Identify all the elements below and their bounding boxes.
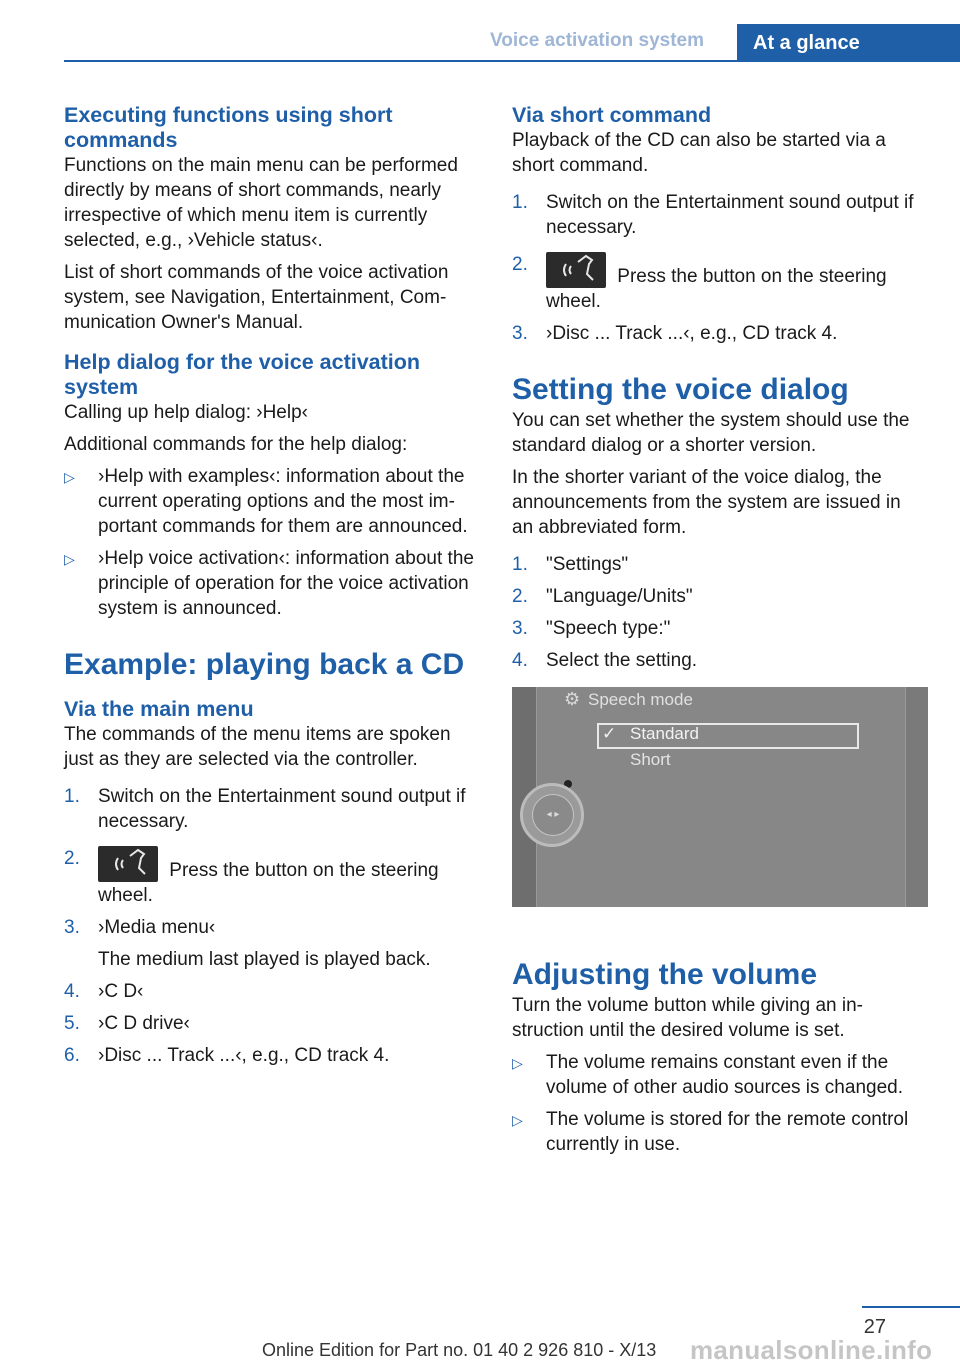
list-item: 3. "Speech type:" [512, 618, 671, 639]
voice-command-button-icon [546, 252, 606, 288]
paragraph: You can set whether the system should use the standard dialog or a shorter version. [512, 410, 910, 456]
paragraph: Calling up help dialog: ›Help‹ [64, 402, 308, 423]
header-section-title: Voice activation system [490, 30, 705, 51]
paragraph: Turn the volume button while giving an instruction until the desired volume is set. [512, 995, 863, 1041]
heading-adjusting-volume: Adjusting the volume [512, 958, 818, 991]
short-command-steps [512, 190, 926, 346]
paragraph: The commands of the menu items are spoken just as they are selected via the controller. [64, 724, 451, 770]
idrive-screen-image [512, 687, 928, 907]
paragraph: List of short commands of the voice activation system, see Navigation, Entertainment, Communication Owner's Manual. [64, 262, 449, 333]
list-item: 1. Switch on the Entertainment sound output if necessary. [64, 786, 466, 832]
list-item: 5. ›C D drive‹ [64, 1013, 190, 1034]
gear-icon: ⚙ [564, 689, 581, 709]
heading-setting-voice-dialog: Setting the voice dialog [512, 373, 849, 406]
list-item: ▷ The volume is stored for the remote control currently in use. [512, 1109, 909, 1155]
option-short: Short [630, 750, 671, 769]
footer-rule [862, 1306, 960, 1308]
list-item: 2. Press the button on the steering wheel. [64, 848, 439, 906]
list-item: 2. Press the button on the steering wheel. [512, 254, 887, 312]
paragraph: Playback of the CD can also be started via a short command. [512, 130, 886, 176]
main-menu-steps [64, 784, 482, 1068]
left-column [64, 103, 482, 1075]
bullet-triangle-icon: ▷ [64, 469, 75, 485]
heading-example-cd: Example: playing back a CD [64, 648, 465, 681]
heading-via-short-command: Via short command [512, 103, 712, 127]
list-item: 3. ›Media menu‹ The medium last played is played back. [64, 917, 431, 970]
bullet-triangle-icon: ▷ [512, 1055, 523, 1071]
list-item: ▷ ›Help with examples‹: information about the current operating options and the most important commands for them are announced. [64, 466, 468, 537]
list-item: 3. ›Disc ... Track ...‹, e.g., CD track 4. [512, 323, 838, 344]
list-item: 1. "Settings" [512, 554, 629, 575]
list-item: 4. ›C D‹ [64, 981, 144, 1002]
watermark: manualsonline.info [690, 1335, 933, 1365]
paragraph: In the shorter variant of the voice dialog, the announcements from the system are issued in an abbreviated form. [512, 467, 901, 538]
heading-via-main-menu: Via the main menu [64, 697, 254, 721]
header-rule [64, 60, 960, 62]
list-item: 1. Switch on the Entertainment sound output if necessary. [512, 192, 914, 238]
list-item: 2. "Language/Units" [512, 586, 693, 607]
option-standard: Standard [630, 724, 699, 743]
screen-title: Speech mode [588, 690, 693, 709]
right-column [512, 103, 926, 1164]
setting-steps [512, 552, 926, 673]
edition-text: Online Edition for Part no. 01 40 2 926 810 - X/13 [262, 1340, 657, 1360]
list-item: ▷ ›Help voice activation‹: information about the principle of operation for the voice activation system is announced. [64, 548, 474, 619]
list-item: 4. Select the setting. [512, 650, 698, 671]
heading-help-dialog: Help dialog for the voice activation system [64, 350, 421, 399]
paragraph: Additional commands for the help dialog: [64, 434, 408, 455]
header-chapter-tab: At a glance [737, 24, 960, 62]
volume-notes-list [512, 1050, 926, 1157]
bullet-triangle-icon: ▷ [64, 551, 75, 567]
list-item: ▷ The volume remains constant even if the volume of other audio sources is changed. [512, 1052, 903, 1098]
paragraph: Functions on the main menu can be performed directly by means of short commands, nearly irrespective of which menu item is currently selected, e.g., ›Vehicle status‹. [64, 155, 458, 251]
checkmark-icon: ✓ [602, 724, 617, 743]
list-item: 6. ›Disc ... Track ...‹, e.g., CD track 4. [64, 1045, 390, 1066]
heading-short-commands: Executing functions using short commands [64, 103, 393, 152]
screen-bezel-right [905, 687, 928, 907]
voice-command-button-icon [98, 846, 158, 882]
bullet-triangle-icon: ▷ [512, 1112, 523, 1128]
page-number: 27 [863, 1316, 886, 1338]
controller-arrows-icon: ◂ ▸ [532, 794, 574, 836]
help-commands-list [64, 464, 482, 621]
